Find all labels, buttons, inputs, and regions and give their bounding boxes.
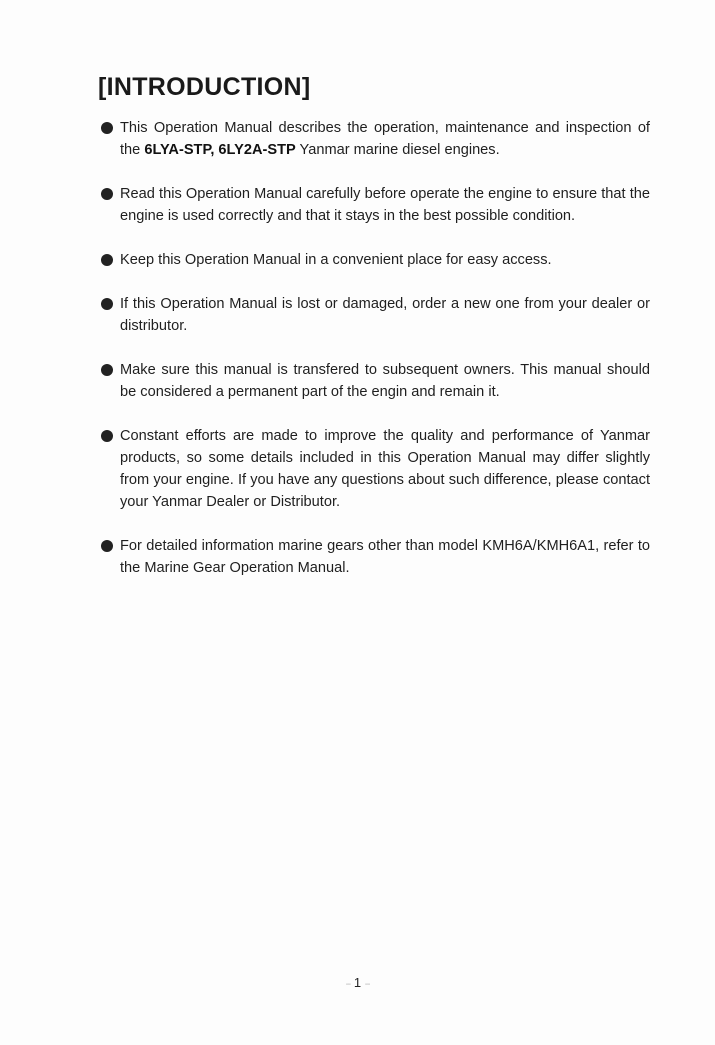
list-item [100, 117, 650, 161]
page-number-dash-left: -- [345, 979, 351, 990]
list-item [100, 293, 650, 337]
item-text: For detailed information marine gears other than model KMH6A/KMH6A1, refer to the Marine Gear Operation Manual. [120, 538, 650, 576]
bullet-icon [101, 122, 113, 134]
page-number-dash-right: -- [364, 979, 370, 990]
item-text: Read this Operation Manual carefully before operate the engine to ensure that the engine is used correctly and that it stays in the best possible condition. [120, 186, 650, 224]
bullet-icon [101, 540, 113, 552]
list-item [100, 359, 650, 403]
list-item [100, 535, 650, 579]
bullet-icon [101, 254, 113, 266]
bullet-icon [101, 364, 113, 376]
item-text: If this Operation Manual is lost or damaged, order a new one from your dealer or distributor. [120, 296, 650, 334]
bullet-icon [101, 188, 113, 200]
list-item [100, 425, 650, 513]
page-number-value: 1 [353, 975, 362, 990]
item-text: This Operation Manual describes the operation, maintenance and inspection of the [120, 120, 650, 158]
list-item [100, 183, 650, 227]
item-text: Yanmar marine diesel engines. [295, 142, 500, 158]
list-item [100, 249, 650, 271]
item-text: Constant efforts are made to improve the quality and performance of Yanmar products, so some details included in this Operation Manual may differ slightly from your engine. If you have any questions about such difference, please contact your Yanmar Dealer or Distributor. [120, 428, 650, 510]
page-title: [INTRODUCTION] [98, 73, 311, 101]
bullet-icon [101, 298, 113, 310]
page-number [0, 975, 715, 990]
bullet-list [100, 117, 650, 579]
engine-models: 6LYA-STP, 6LY2A-STP [144, 142, 296, 158]
item-text: Keep this Operation Manual in a convenient place for easy access. [120, 252, 552, 268]
item-text: Make sure this manual is transfered to subsequent owners. This manual should be considered a permanent part of the engin and remain it. [120, 362, 650, 400]
bullet-icon [101, 430, 113, 442]
